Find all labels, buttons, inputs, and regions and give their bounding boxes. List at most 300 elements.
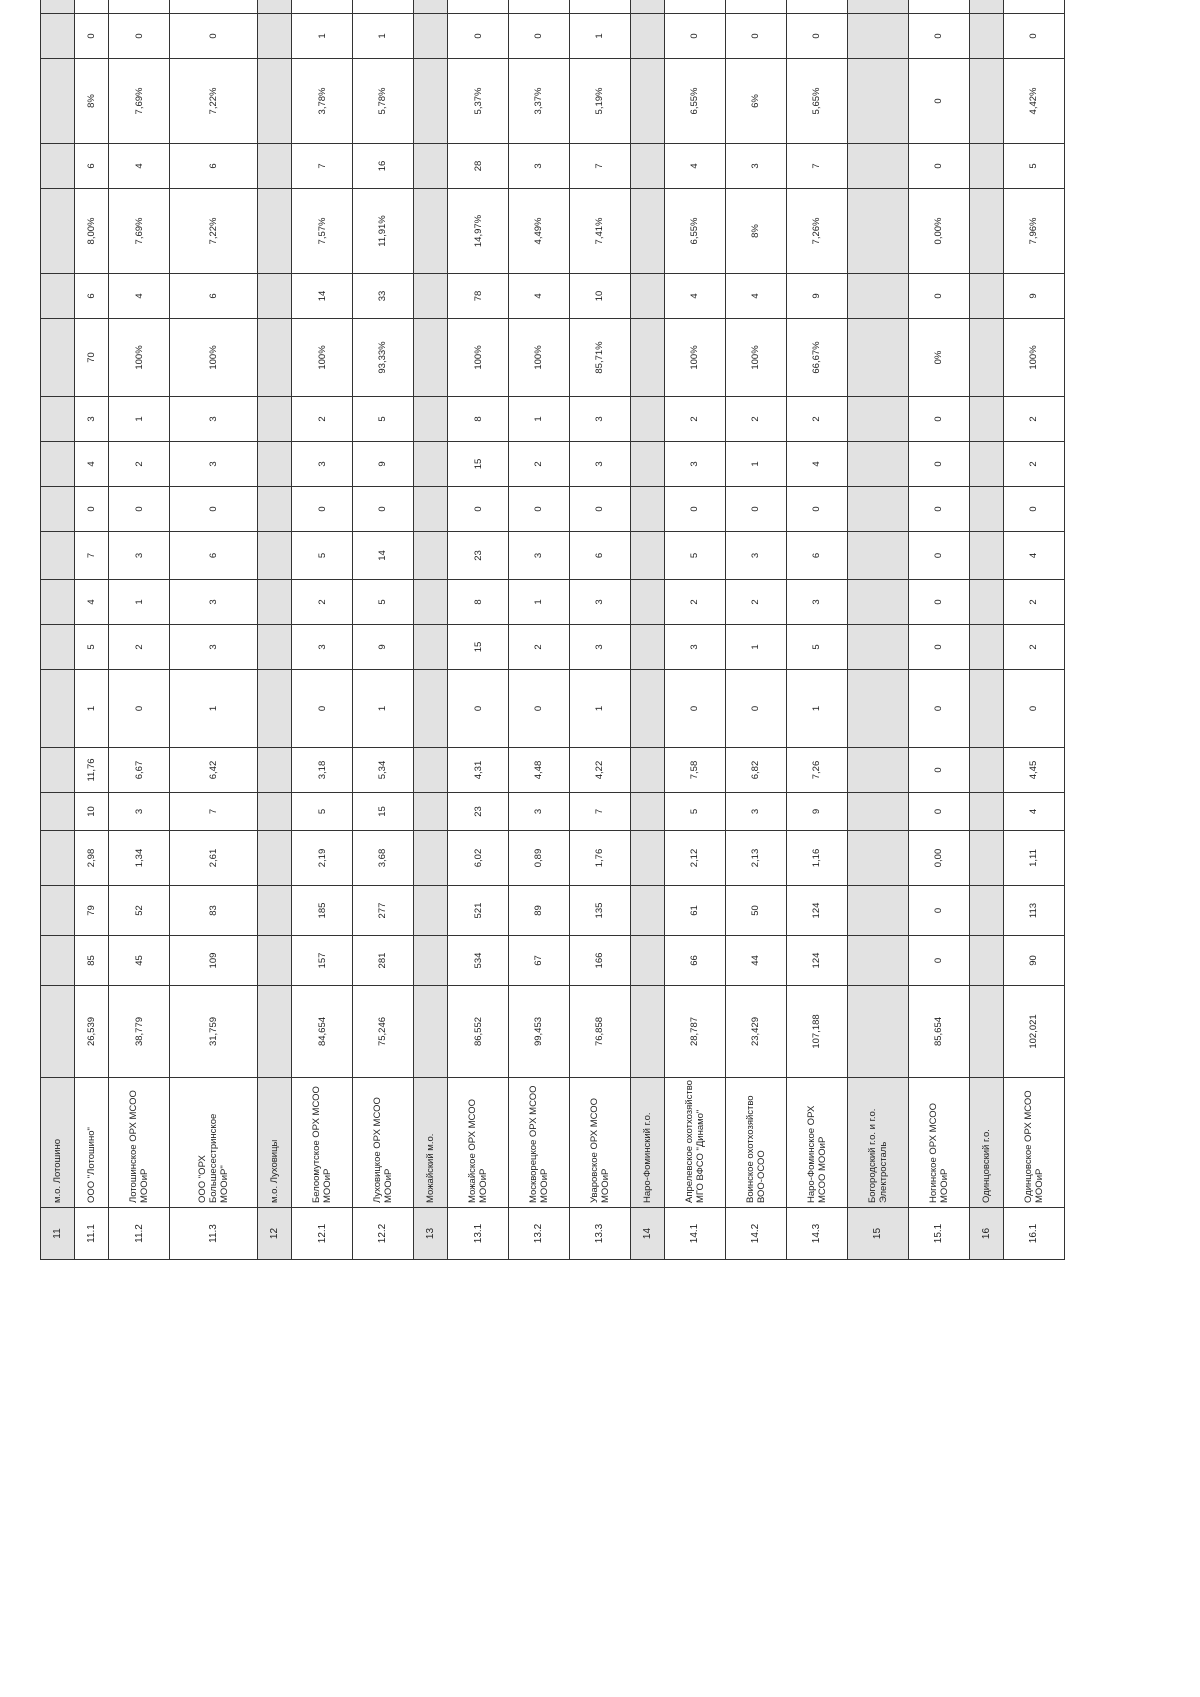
table-cell: 0%: [908, 319, 969, 397]
row-number: 14.3: [786, 1208, 847, 1260]
table-cell: [413, 14, 447, 59]
table-cell: [847, 793, 908, 831]
table-cell: 0: [908, 14, 969, 59]
table-cell: [630, 274, 664, 319]
hunting-ground-name: Уваровское ОРХ МСОО МООиР: [569, 1078, 630, 1208]
table-cell: [41, 487, 75, 532]
table-cell: [847, 14, 908, 59]
table-cell: 4: [109, 144, 170, 189]
table-cell: [41, 397, 75, 442]
table-cell: [969, 793, 1003, 831]
table-cell: 3: [569, 397, 630, 442]
table-cell: [630, 442, 664, 487]
table-cell: [41, 274, 75, 319]
table-cell: 45: [109, 936, 170, 986]
table-cell: 7,69%: [109, 59, 170, 144]
table-cell: 4,31: [448, 748, 509, 793]
table-cell: 124: [786, 936, 847, 986]
table-cell: 16: [353, 144, 414, 189]
table-cell: [41, 442, 75, 487]
table-cell: [630, 831, 664, 886]
table-cell: 4: [665, 144, 726, 189]
table-cell: 0: [908, 274, 969, 319]
table-cell: [847, 748, 908, 793]
row-number: 13.2: [509, 1208, 570, 1260]
table-cell: [847, 487, 908, 532]
table-cell: [257, 670, 291, 748]
table-cell: 1,16: [786, 831, 847, 886]
table-cell: 185: [292, 886, 353, 936]
table-cell: 11,91%: [353, 189, 414, 274]
table-cell: 0: [908, 936, 969, 986]
row-number: 16: [969, 1208, 1003, 1260]
table-cell: 166: [569, 936, 630, 986]
table-cell: 0: [908, 670, 969, 748]
table-cell: 6: [75, 144, 109, 189]
table-cell: [969, 831, 1003, 886]
table-cell: 3: [170, 625, 258, 670]
table-cell: [847, 59, 908, 144]
table-cell: 0: [908, 397, 969, 442]
rotated-table-sheet: [40, 35, 1065, 1260]
table-cell: 2: [725, 580, 786, 625]
table-cell: 7: [569, 144, 630, 189]
table-cell: 2: [1003, 625, 1064, 670]
table-cell: 15: [353, 793, 414, 831]
table-cell: 90: [1003, 936, 1064, 986]
table-cell: 76,858: [569, 986, 630, 1078]
table-cell: 85,71%: [569, 319, 630, 397]
table-cell: [847, 0, 908, 14]
table-cell: 4: [665, 274, 726, 319]
table-cell: 0: [725, 670, 786, 748]
table-cell: 83: [170, 886, 258, 936]
table-cell: 124: [786, 886, 847, 936]
table-cell: 15: [448, 625, 509, 670]
table-cell: 9: [786, 793, 847, 831]
table-cell: [413, 319, 447, 397]
table-cell: [847, 580, 908, 625]
table-cell: [969, 319, 1003, 397]
table-cell: 7,58: [665, 748, 726, 793]
table-cell: 7,57%: [292, 189, 353, 274]
table-cell: [41, 670, 75, 748]
table-cell: 100%: [170, 319, 258, 397]
table-row: [75, 0, 109, 1260]
table-cell: 113: [1003, 886, 1064, 936]
table-cell: [969, 397, 1003, 442]
table-cell: 534: [448, 936, 509, 986]
table-cell: 0: [725, 487, 786, 532]
table-cell: [413, 748, 447, 793]
table-cell: [847, 189, 908, 274]
table-cell: 7: [292, 144, 353, 189]
hunting-ground-name: ООО "Лотошино": [75, 1078, 109, 1208]
row-number: 13.1: [448, 1208, 509, 1260]
row-number: 12.2: [353, 1208, 414, 1260]
table-cell: 4,49%: [509, 189, 570, 274]
table-cell: [257, 14, 291, 59]
table-cell: 3: [665, 625, 726, 670]
table-cell: [847, 532, 908, 580]
table-row: [109, 0, 170, 1260]
table-cell: 9: [353, 625, 414, 670]
table-cell: 5: [786, 625, 847, 670]
table-cell: 5,34: [353, 748, 414, 793]
table-cell: 2: [509, 442, 570, 487]
table-row: [509, 0, 570, 1260]
table-cell: 85,654: [908, 986, 969, 1078]
table-cell: [847, 442, 908, 487]
table-cell: [292, 0, 353, 14]
table-cell: 7,26: [786, 748, 847, 793]
table-cell: [413, 831, 447, 886]
table-cell: [41, 625, 75, 670]
table-cell: 6,42: [170, 748, 258, 793]
table-cell: 277: [353, 886, 414, 936]
table-cell: [569, 0, 630, 14]
table-cell: [969, 886, 1003, 936]
table-cell: 6: [170, 532, 258, 580]
table-cell: 0: [665, 14, 726, 59]
table-cell: 3: [170, 442, 258, 487]
table-cell: 0,00%: [908, 189, 969, 274]
table-cell: 0: [908, 442, 969, 487]
table-cell: 1: [509, 580, 570, 625]
table-cell: 3: [292, 625, 353, 670]
table-cell: 2,19: [292, 831, 353, 886]
table-cell: [257, 793, 291, 831]
table-cell: 0: [908, 625, 969, 670]
table-cell: 0: [569, 487, 630, 532]
table-cell: 3: [292, 442, 353, 487]
table-cell: 7,41%: [569, 189, 630, 274]
table-row: [969, 0, 1003, 1260]
row-number: 14.1: [665, 1208, 726, 1260]
table-cell: 1: [569, 14, 630, 59]
table-cell: 7,22%: [170, 189, 258, 274]
table-cell: 6,02: [448, 831, 509, 886]
table-cell: 1,34: [109, 831, 170, 886]
table-cell: 4: [725, 274, 786, 319]
table-cell: [413, 936, 447, 986]
table-cell: 5: [665, 532, 726, 580]
table-cell: 7,69%: [109, 189, 170, 274]
table-cell: 6,55%: [665, 59, 726, 144]
table-cell: 1,76: [569, 831, 630, 886]
table-cell: 0: [1003, 670, 1064, 748]
table-cell: 14: [292, 274, 353, 319]
table-cell: 3: [109, 532, 170, 580]
table-cell: [630, 144, 664, 189]
table-cell: [630, 0, 664, 14]
table-cell: 5,19%: [569, 59, 630, 144]
table-cell: [630, 625, 664, 670]
table-cell: [630, 319, 664, 397]
table-cell: 0: [509, 14, 570, 59]
row-number: 13: [413, 1208, 447, 1260]
hunting-data-table: [40, 0, 1065, 1260]
table-cell: 3: [509, 793, 570, 831]
table-cell: 0: [170, 487, 258, 532]
table-cell: [257, 936, 291, 986]
table-cell: 107,188: [786, 986, 847, 1078]
table-cell: [41, 986, 75, 1078]
table-cell: [413, 0, 447, 14]
table-cell: 5: [292, 532, 353, 580]
table-cell: 0: [292, 487, 353, 532]
table-row: [292, 0, 353, 1260]
table-cell: 2: [665, 580, 726, 625]
table-cell: [41, 936, 75, 986]
table-cell: [41, 319, 75, 397]
table-cell: 2: [786, 397, 847, 442]
hunting-ground-name: м.о. Луховицы: [257, 1078, 291, 1208]
table-cell: [847, 319, 908, 397]
table-cell: [969, 936, 1003, 986]
table-cell: [170, 0, 258, 14]
table-cell: [413, 59, 447, 144]
table-cell: [257, 532, 291, 580]
table-cell: 0: [170, 14, 258, 59]
table-cell: [413, 189, 447, 274]
table-cell: 2: [1003, 580, 1064, 625]
table-cell: 0: [509, 670, 570, 748]
table-cell: 7: [170, 793, 258, 831]
table-cell: [847, 986, 908, 1078]
table-cell: 85: [75, 936, 109, 986]
table-cell: 7: [786, 144, 847, 189]
table-cell: 2: [109, 442, 170, 487]
table-cell: 7: [75, 532, 109, 580]
table-cell: 6,55%: [665, 189, 726, 274]
table-cell: 6: [75, 274, 109, 319]
table-cell: [630, 580, 664, 625]
hunting-ground-name: Наро-Фоминское ОРХ МСОО МООиР: [786, 1078, 847, 1208]
hunting-ground-name: м.о. Лотошино: [41, 1078, 75, 1208]
table-cell: [969, 670, 1003, 748]
table-cell: 6,67: [109, 748, 170, 793]
table-cell: [257, 748, 291, 793]
table-cell: [413, 580, 447, 625]
row-number: 12: [257, 1208, 291, 1260]
table-cell: 33: [353, 274, 414, 319]
table-cell: [1003, 0, 1064, 14]
table-cell: 0: [908, 886, 969, 936]
table-cell: 0: [109, 487, 170, 532]
table-cell: 4,22: [569, 748, 630, 793]
table-cell: 2,13: [725, 831, 786, 886]
table-cell: 61: [665, 886, 726, 936]
table-cell: [41, 0, 75, 14]
table-row: [630, 0, 664, 1260]
table-cell: [847, 831, 908, 886]
table-cell: 0: [448, 487, 509, 532]
hunting-ground-name: Воинское охотхозяйство ВОО-ОСОО: [725, 1078, 786, 1208]
table-cell: 2,61: [170, 831, 258, 886]
table-cell: 79: [75, 886, 109, 936]
table-cell: [41, 532, 75, 580]
table-row: [353, 0, 414, 1260]
table-cell: 9: [1003, 274, 1064, 319]
table-cell: 1: [786, 670, 847, 748]
table-cell: 7,26%: [786, 189, 847, 274]
table-cell: 7,22%: [170, 59, 258, 144]
table-cell: 3: [509, 532, 570, 580]
table-cell: [257, 625, 291, 670]
table-cell: 0: [1003, 14, 1064, 59]
table-cell: [413, 625, 447, 670]
table-cell: [630, 14, 664, 59]
table-cell: [969, 14, 1003, 59]
table-cell: 8: [448, 580, 509, 625]
table-cell: [257, 189, 291, 274]
table-cell: 2: [1003, 397, 1064, 442]
table-cell: [257, 397, 291, 442]
table-cell: 102,021: [1003, 986, 1064, 1078]
table-cell: 70: [75, 319, 109, 397]
table-cell: 1: [170, 670, 258, 748]
table-cell: 3,18: [292, 748, 353, 793]
table-cell: [257, 319, 291, 397]
table-cell: [41, 748, 75, 793]
table-cell: 5,37%: [448, 59, 509, 144]
table-cell: 0: [75, 14, 109, 59]
table-cell: 2,98: [75, 831, 109, 886]
table-cell: [969, 274, 1003, 319]
table-cell: [413, 144, 447, 189]
table-row: [413, 0, 447, 1260]
table-cell: 75,246: [353, 986, 414, 1078]
table-cell: 10: [75, 793, 109, 831]
table-cell: 44: [725, 936, 786, 986]
table-cell: [257, 986, 291, 1078]
table-cell: 5: [353, 397, 414, 442]
table-cell: 0: [908, 748, 969, 793]
table-row: [170, 0, 258, 1260]
table-cell: 521: [448, 886, 509, 936]
table-cell: [908, 0, 969, 14]
hunting-ground-name: ООО "ОРХ Большесестринское МООиР": [170, 1078, 258, 1208]
row-number: 12.1: [292, 1208, 353, 1260]
row-number: 11: [41, 1208, 75, 1260]
table-cell: [630, 793, 664, 831]
table-cell: 3,78%: [292, 59, 353, 144]
row-number: 14: [630, 1208, 664, 1260]
table-cell: 5: [665, 793, 726, 831]
table-cell: 3: [569, 442, 630, 487]
table-cell: [630, 936, 664, 986]
table-cell: [969, 748, 1003, 793]
table-cell: 4: [786, 442, 847, 487]
table-cell: [847, 886, 908, 936]
table-cell: 0: [908, 144, 969, 189]
table-cell: 50: [725, 886, 786, 936]
table-cell: 0: [908, 580, 969, 625]
table-cell: [969, 59, 1003, 144]
table-cell: 9: [786, 274, 847, 319]
table-cell: 1: [353, 14, 414, 59]
table-cell: [41, 580, 75, 625]
table-cell: [969, 0, 1003, 14]
table-cell: 6: [569, 532, 630, 580]
table-cell: [969, 144, 1003, 189]
table-cell: 66,67%: [786, 319, 847, 397]
table-cell: 2: [292, 397, 353, 442]
table-cell: [41, 14, 75, 59]
table-cell: [630, 748, 664, 793]
table-cell: [257, 487, 291, 532]
table-cell: 99,453: [509, 986, 570, 1078]
table-cell: [257, 442, 291, 487]
table-cell: 3: [75, 397, 109, 442]
row-number: 15: [847, 1208, 908, 1260]
table-cell: 0: [1003, 487, 1064, 532]
table-cell: [630, 487, 664, 532]
table-cell: 4,48: [509, 748, 570, 793]
table-row: [1003, 0, 1064, 1260]
table-cell: 23,429: [725, 986, 786, 1078]
table-cell: 0: [448, 670, 509, 748]
table-cell: 0: [109, 14, 170, 59]
row-number: 11.3: [170, 1208, 258, 1260]
table-cell: 0: [665, 487, 726, 532]
table-cell: 0: [725, 14, 786, 59]
table-cell: [786, 0, 847, 14]
table-cell: [257, 580, 291, 625]
table-cell: [630, 397, 664, 442]
table-cell: 93,33%: [353, 319, 414, 397]
table-cell: [257, 831, 291, 886]
table-cell: 5: [1003, 144, 1064, 189]
table-cell: [969, 532, 1003, 580]
table-cell: 28: [448, 144, 509, 189]
hunting-ground-name: Наро-Фоминский г.о.: [630, 1078, 664, 1208]
table-cell: 0: [665, 670, 726, 748]
table-cell: 1: [569, 670, 630, 748]
table-cell: 8%: [725, 189, 786, 274]
table-cell: [630, 670, 664, 748]
table-cell: [257, 886, 291, 936]
table-cell: 78: [448, 274, 509, 319]
table-cell: 5,78%: [353, 59, 414, 144]
table-cell: 6,82: [725, 748, 786, 793]
table-cell: [509, 0, 570, 14]
table-cell: 3: [725, 144, 786, 189]
table-cell: 0: [786, 487, 847, 532]
table-cell: 2: [292, 580, 353, 625]
table-cell: [41, 886, 75, 936]
table-cell: 6: [786, 532, 847, 580]
table-row: [847, 0, 908, 1260]
table-cell: [630, 189, 664, 274]
table-cell: 4: [109, 274, 170, 319]
table-cell: 0,00: [908, 831, 969, 886]
table-cell: 0: [353, 487, 414, 532]
table-cell: [257, 0, 291, 14]
table-cell: [847, 144, 908, 189]
table-cell: [413, 532, 447, 580]
row-number: 16.1: [1003, 1208, 1064, 1260]
table-cell: [847, 397, 908, 442]
table-cell: 6: [170, 274, 258, 319]
table-cell: 281: [353, 936, 414, 986]
table-cell: [847, 625, 908, 670]
table-cell: [969, 986, 1003, 1078]
table-row: [569, 0, 630, 1260]
table-row: [448, 0, 509, 1260]
table-cell: 1: [109, 397, 170, 442]
